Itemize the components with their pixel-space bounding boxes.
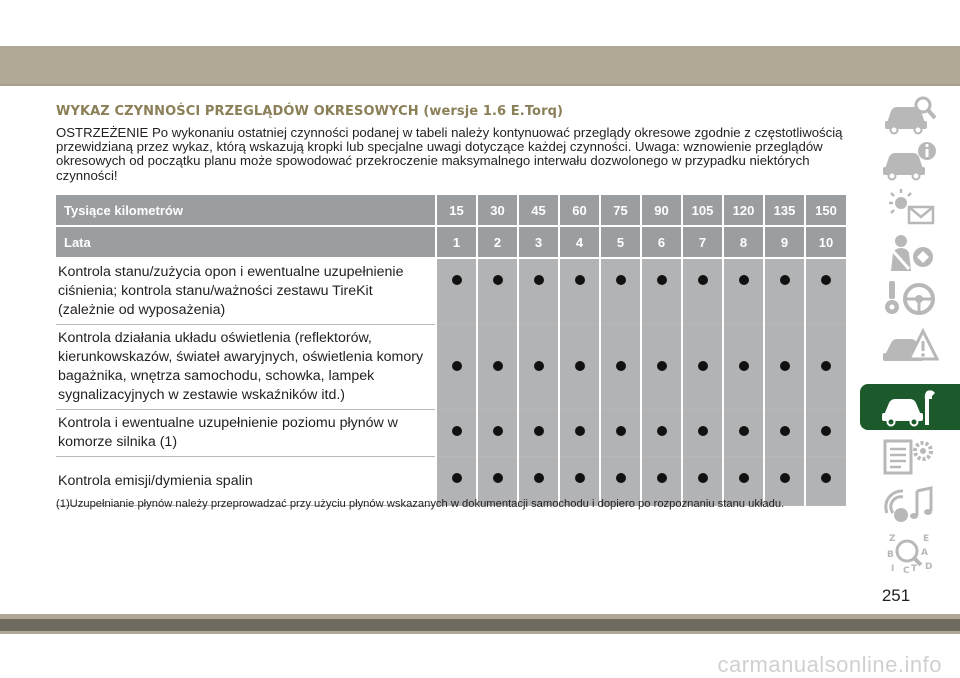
service-dot — [657, 275, 667, 285]
page-number: 251 — [881, 586, 911, 605]
service-dot-cell — [436, 325, 477, 410]
service-dot — [821, 361, 831, 371]
service-dot-cell — [477, 258, 518, 325]
km-header-label: Tysiące kilometrów — [56, 195, 436, 226]
service-dot-cell — [805, 410, 846, 457]
nav-item-technical-data[interactable] — [858, 434, 960, 480]
row-label: Kontrola stanu/zużycia opon i ewentualne uzupełnienie ciśnienia; kontrola stanu/ważności zestawu TireKit (zależnie od wyposażenia) — [56, 258, 436, 325]
header-band-line — [0, 84, 960, 86]
service-dot-cell — [764, 258, 805, 325]
index-abcde-icon — [879, 531, 939, 575]
service-dot — [739, 361, 749, 371]
service-dot — [698, 275, 708, 285]
nav-item-multimedia[interactable] — [858, 482, 960, 528]
spec-list-gear-icon — [879, 435, 939, 479]
service-dot-cell — [518, 410, 559, 457]
service-dot — [739, 275, 749, 285]
nav-item-index[interactable] — [858, 530, 960, 576]
row-label: Kontrola emisji/dymienia spalin — [56, 457, 436, 506]
service-dot — [616, 361, 626, 371]
years-header-cell: 8 — [723, 226, 764, 258]
service-dot-cell — [682, 410, 723, 457]
service-dot — [657, 473, 667, 483]
km-header-cell: 45 — [518, 195, 559, 226]
service-dot — [575, 361, 585, 371]
service-dot-cell — [682, 325, 723, 410]
km-header-cell: 75 — [600, 195, 641, 226]
car-breakdown-icon — [879, 323, 939, 367]
warning-light-mail-icon — [879, 185, 939, 229]
table-row — [56, 325, 846, 410]
service-dot-cell — [641, 325, 682, 410]
nav-item-warning-lights[interactable] — [858, 184, 960, 230]
service-dot-cell — [764, 325, 805, 410]
service-dot-cell — [641, 410, 682, 457]
service-dot — [780, 275, 790, 285]
nav-item-safety[interactable] — [858, 230, 960, 276]
service-dot — [493, 426, 503, 436]
car-wrench-icon — [880, 385, 940, 429]
service-dot-cell — [559, 410, 600, 457]
svg-text:T: T — [911, 564, 918, 574]
service-dot — [452, 426, 462, 436]
svg-text:C: C — [903, 566, 910, 575]
service-dot-cell — [518, 325, 559, 410]
service-dot-cell — [477, 325, 518, 410]
service-dot — [534, 361, 544, 371]
service-dot — [657, 361, 667, 371]
years-header-row — [56, 226, 846, 258]
service-dot-cell — [600, 258, 641, 325]
service-dot — [534, 473, 544, 483]
service-schedule-table — [56, 195, 846, 506]
svg-text:A: A — [921, 548, 928, 558]
service-dot — [821, 426, 831, 436]
service-dot-cell — [600, 325, 641, 410]
airbag-seatbelt-icon — [879, 231, 939, 275]
service-dot — [821, 473, 831, 483]
km-header-cell: 30 — [477, 195, 518, 226]
section-title: WYKAZ CZYNNOŚCI PRZEGLĄDÓW OKRESOWYCH (wersje 1.6 E.Torq) — [56, 104, 564, 119]
service-dot — [493, 275, 503, 285]
service-dot-cell — [600, 410, 641, 457]
service-dot — [821, 275, 831, 285]
service-dot-cell — [723, 258, 764, 325]
km-header-cell: 60 — [559, 195, 600, 226]
years-header-cell: 7 — [682, 226, 723, 258]
service-dot-cell — [641, 258, 682, 325]
service-dot-cell — [805, 325, 846, 410]
service-dot — [698, 361, 708, 371]
km-header-cell: 15 — [436, 195, 477, 226]
svg-text:B: B — [887, 550, 894, 560]
years-header-cell: 9 — [764, 226, 805, 258]
nav-item-starting-driving[interactable] — [858, 276, 960, 322]
years-header-cell: 2 — [477, 226, 518, 258]
row-label: Kontrola i ewentualne uzupełnienie poziomu płynów w komorze silnika (1) — [56, 410, 436, 457]
footer-band-dark — [0, 619, 960, 631]
service-dot-cell — [477, 410, 518, 457]
service-dot — [493, 361, 503, 371]
service-dot — [575, 275, 585, 285]
km-header-cell: 90 — [641, 195, 682, 226]
service-dot — [534, 275, 544, 285]
footnote: (1)Uzupełnianie płynów należy przeprowadzać przy użyciu płynów wskazanych w dokumentacji samochodu i dopiero po rozpoznaniu stanu układu. — [56, 498, 785, 510]
km-header-cell: 120 — [723, 195, 764, 226]
years-header-cell: 1 — [436, 226, 477, 258]
service-dot — [739, 473, 749, 483]
key-steering-wheel-icon — [879, 277, 939, 321]
service-dot-cell — [723, 325, 764, 410]
row-label: Kontrola działania układu oświetlenia (reflektorów, kierunkowskazów, świateł awaryjnych, oświetlenia komory bagażnika, wnętrza samochodu, schowka, lampek sygnalizacyjnych w zestawie wskaźników itd.) — [56, 325, 436, 410]
years-header-label: Lata — [56, 226, 436, 258]
nav-item-emergency[interactable] — [858, 322, 960, 368]
service-dot — [534, 426, 544, 436]
years-header-cell: 6 — [641, 226, 682, 258]
table-row — [56, 258, 846, 325]
service-dot-cell — [518, 258, 559, 325]
service-dot — [698, 426, 708, 436]
service-dot — [493, 473, 503, 483]
years-header-cell: 4 — [559, 226, 600, 258]
service-dot — [616, 275, 626, 285]
km-header-row — [56, 195, 846, 226]
svg-text:I: I — [891, 564, 895, 574]
service-dot — [739, 426, 749, 436]
service-dot — [657, 426, 667, 436]
service-dot — [780, 426, 790, 436]
table-row — [56, 410, 846, 457]
nav-item-car-info[interactable] — [858, 138, 960, 184]
header-band — [0, 46, 960, 86]
car-search-icon — [879, 93, 939, 137]
service-dot — [616, 426, 626, 436]
nav-item-car-search[interactable] — [858, 92, 960, 138]
svg-text:D: D — [925, 562, 933, 572]
nav-item-maintenance[interactable] — [860, 384, 960, 430]
service-dot — [452, 275, 462, 285]
car-info-icon — [879, 139, 939, 183]
service-dot-cell — [764, 410, 805, 457]
multimedia-icon — [879, 483, 939, 527]
years-header-cell: 3 — [518, 226, 559, 258]
service-dot — [780, 361, 790, 371]
km-header-cell: 135 — [764, 195, 805, 226]
page-top-margin — [0, 0, 960, 46]
service-dot — [780, 473, 790, 483]
service-dot-cell — [805, 258, 846, 325]
service-dot — [575, 473, 585, 483]
service-dot — [616, 473, 626, 483]
service-dot — [698, 473, 708, 483]
watermark: carmanualsonline.info — [717, 652, 942, 677]
km-header-cell: 150 — [805, 195, 846, 226]
service-dot-cell — [559, 325, 600, 410]
km-header-cell: 105 — [682, 195, 723, 226]
service-dot — [452, 473, 462, 483]
service-dot-cell — [723, 410, 764, 457]
service-dot — [575, 426, 585, 436]
service-dot-cell — [436, 258, 477, 325]
warning-paragraph: OSTRZEŻENIE Po wykonaniu ostatniej czynności podanej w tabeli należy kontynuować przeglądy okresowe zgodnie z częstotliwością przewidzianą przez wykaz, którą wskazują kropki lub specjalne uwagi dotyczące każdej czynności. Uwaga: wznowienie przeglądów okresowych od początku planu może spowodować przekroczenie maksymalnego interwału dozwolonego w przypadku niektórych czynności! — [56, 125, 843, 183]
service-dot-cell — [559, 258, 600, 325]
svg-text:E: E — [923, 534, 930, 544]
svg-text:Z: Z — [889, 534, 896, 544]
service-dot-cell — [436, 410, 477, 457]
service-dot — [452, 361, 462, 371]
years-header-cell: 5 — [600, 226, 641, 258]
years-header-cell: 10 — [805, 226, 846, 258]
service-dot-cell — [682, 258, 723, 325]
